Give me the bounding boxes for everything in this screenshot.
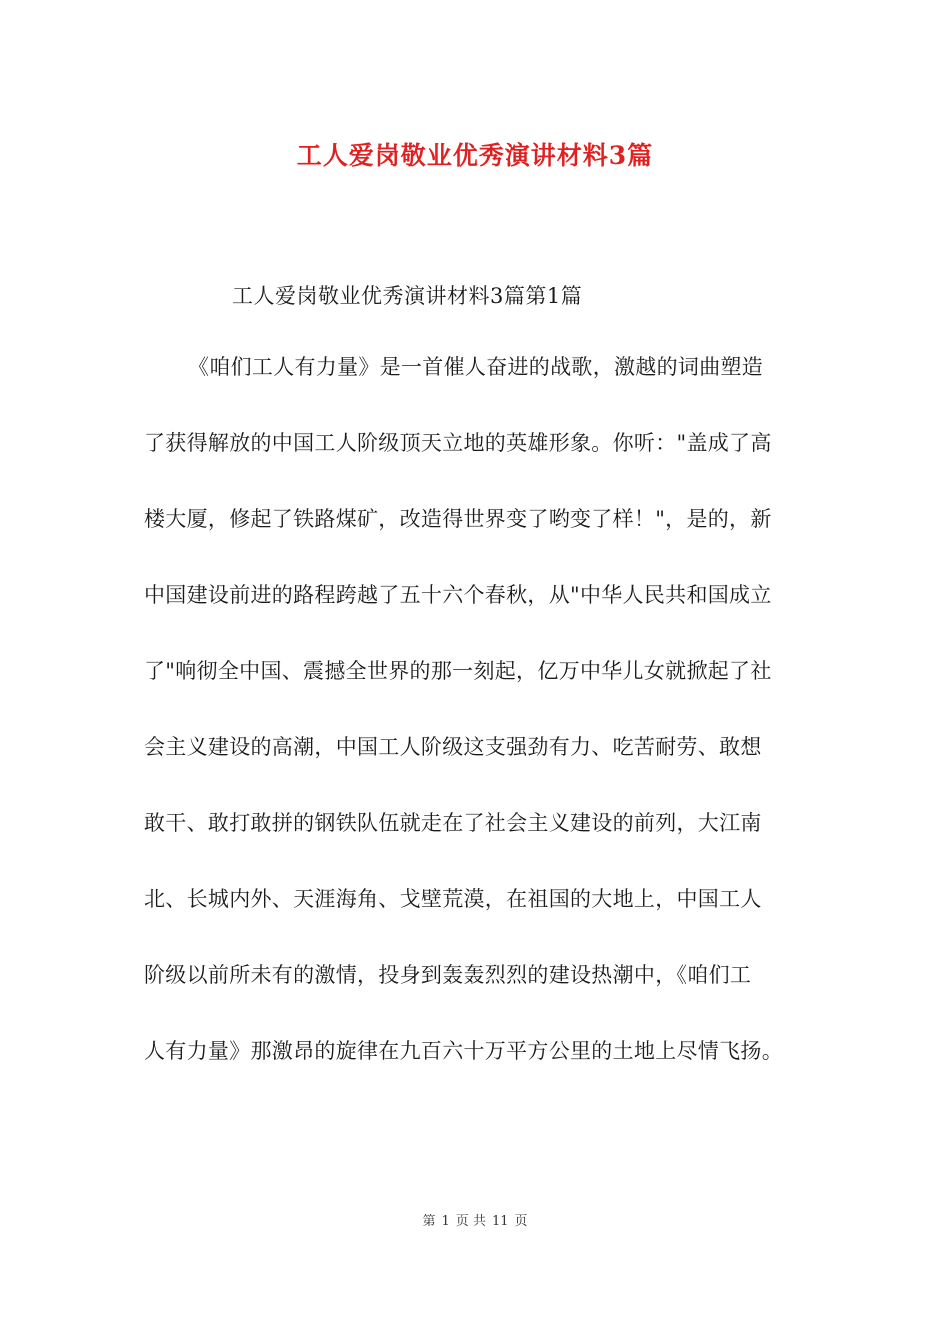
paragraph-line: 阶级以前所未有的激情，投身到轰轰烈烈的建设热潮中，《咱们工	[144, 963, 752, 987]
footer-total-pages: 11	[491, 1214, 509, 1229]
paragraph-line: 《咱们工人有力量》是一首催人奋进的战歌，激越的词曲塑造	[188, 355, 764, 379]
section-heading: 工人爱岗敬业优秀演讲材料3篇第1篇	[232, 284, 583, 308]
page-footer	[0, 1210, 950, 1229]
footer-prefix: 第	[422, 1214, 436, 1229]
paragraph-line: 敢干、敢打敢拼的钢铁队伍就走在了社会主义建设的前列，大江南	[144, 811, 762, 835]
paragraph-line: 中国建设前进的路程跨越了五十六个春秋，从"中华人民共和国成立	[144, 583, 772, 607]
paragraph-line: 了获得解放的中国工人阶级顶天立地的英雄形象。你听："盖成了高	[144, 431, 772, 455]
paragraph-line: 楼大厦，修起了铁路煤矿，改造得世界变了哟变了样！"，是的，新	[144, 507, 772, 531]
footer-middle: 页 共	[455, 1214, 486, 1229]
paragraph-line: 北、长城内外、天涯海角、戈壁荒漠，在祖国的大地上，中国工人	[144, 887, 762, 911]
footer-suffix: 页	[514, 1214, 528, 1229]
paragraph-line: 了"响彻全中国、震撼全世界的那一刻起，亿万中华儿女就掀起了社	[144, 659, 772, 683]
paragraph-line: 会主义建设的高潮，中国工人阶级这支强劲有力、吃苦耐劳、敢想	[144, 735, 762, 759]
paragraph-line: 人有力量》那激昂的旋律在九百六十万平方公里的土地上尽情飞扬。	[144, 1039, 783, 1063]
footer-page-number: 1	[441, 1214, 450, 1229]
document-title: 工人爱岗敬业优秀演讲材料3篇	[296, 141, 654, 170]
